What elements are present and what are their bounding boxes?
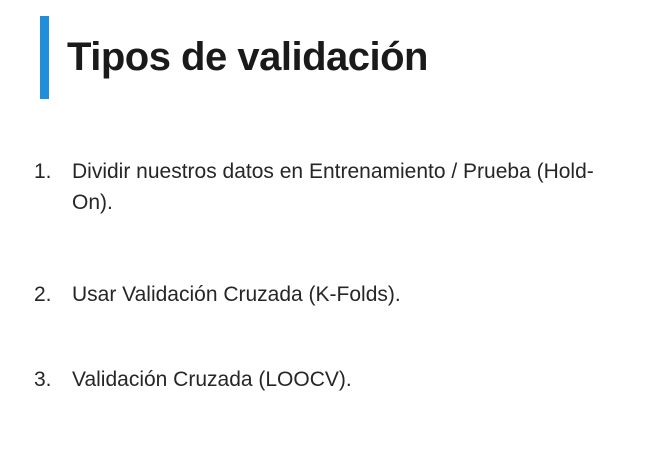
- list-item-text: Usar Validación Cruzada (K-Folds).: [72, 283, 401, 306]
- list-item-text: Dividir nuestros datos en Entrenamiento / Prueba (Hold-On).: [72, 160, 594, 214]
- list-item-text: Validación Cruzada (LOOCV).: [72, 368, 352, 391]
- title-accent-bar: [40, 16, 49, 99]
- list-item-number: 2.: [34, 283, 52, 306]
- slide-title: Tipos de validación: [67, 35, 428, 79]
- list-item-number: 1.: [34, 160, 52, 183]
- list-item-number: 3.: [34, 368, 52, 391]
- list-item: [34, 156, 602, 218]
- list-item: [34, 364, 602, 395]
- list-item: [34, 279, 602, 310]
